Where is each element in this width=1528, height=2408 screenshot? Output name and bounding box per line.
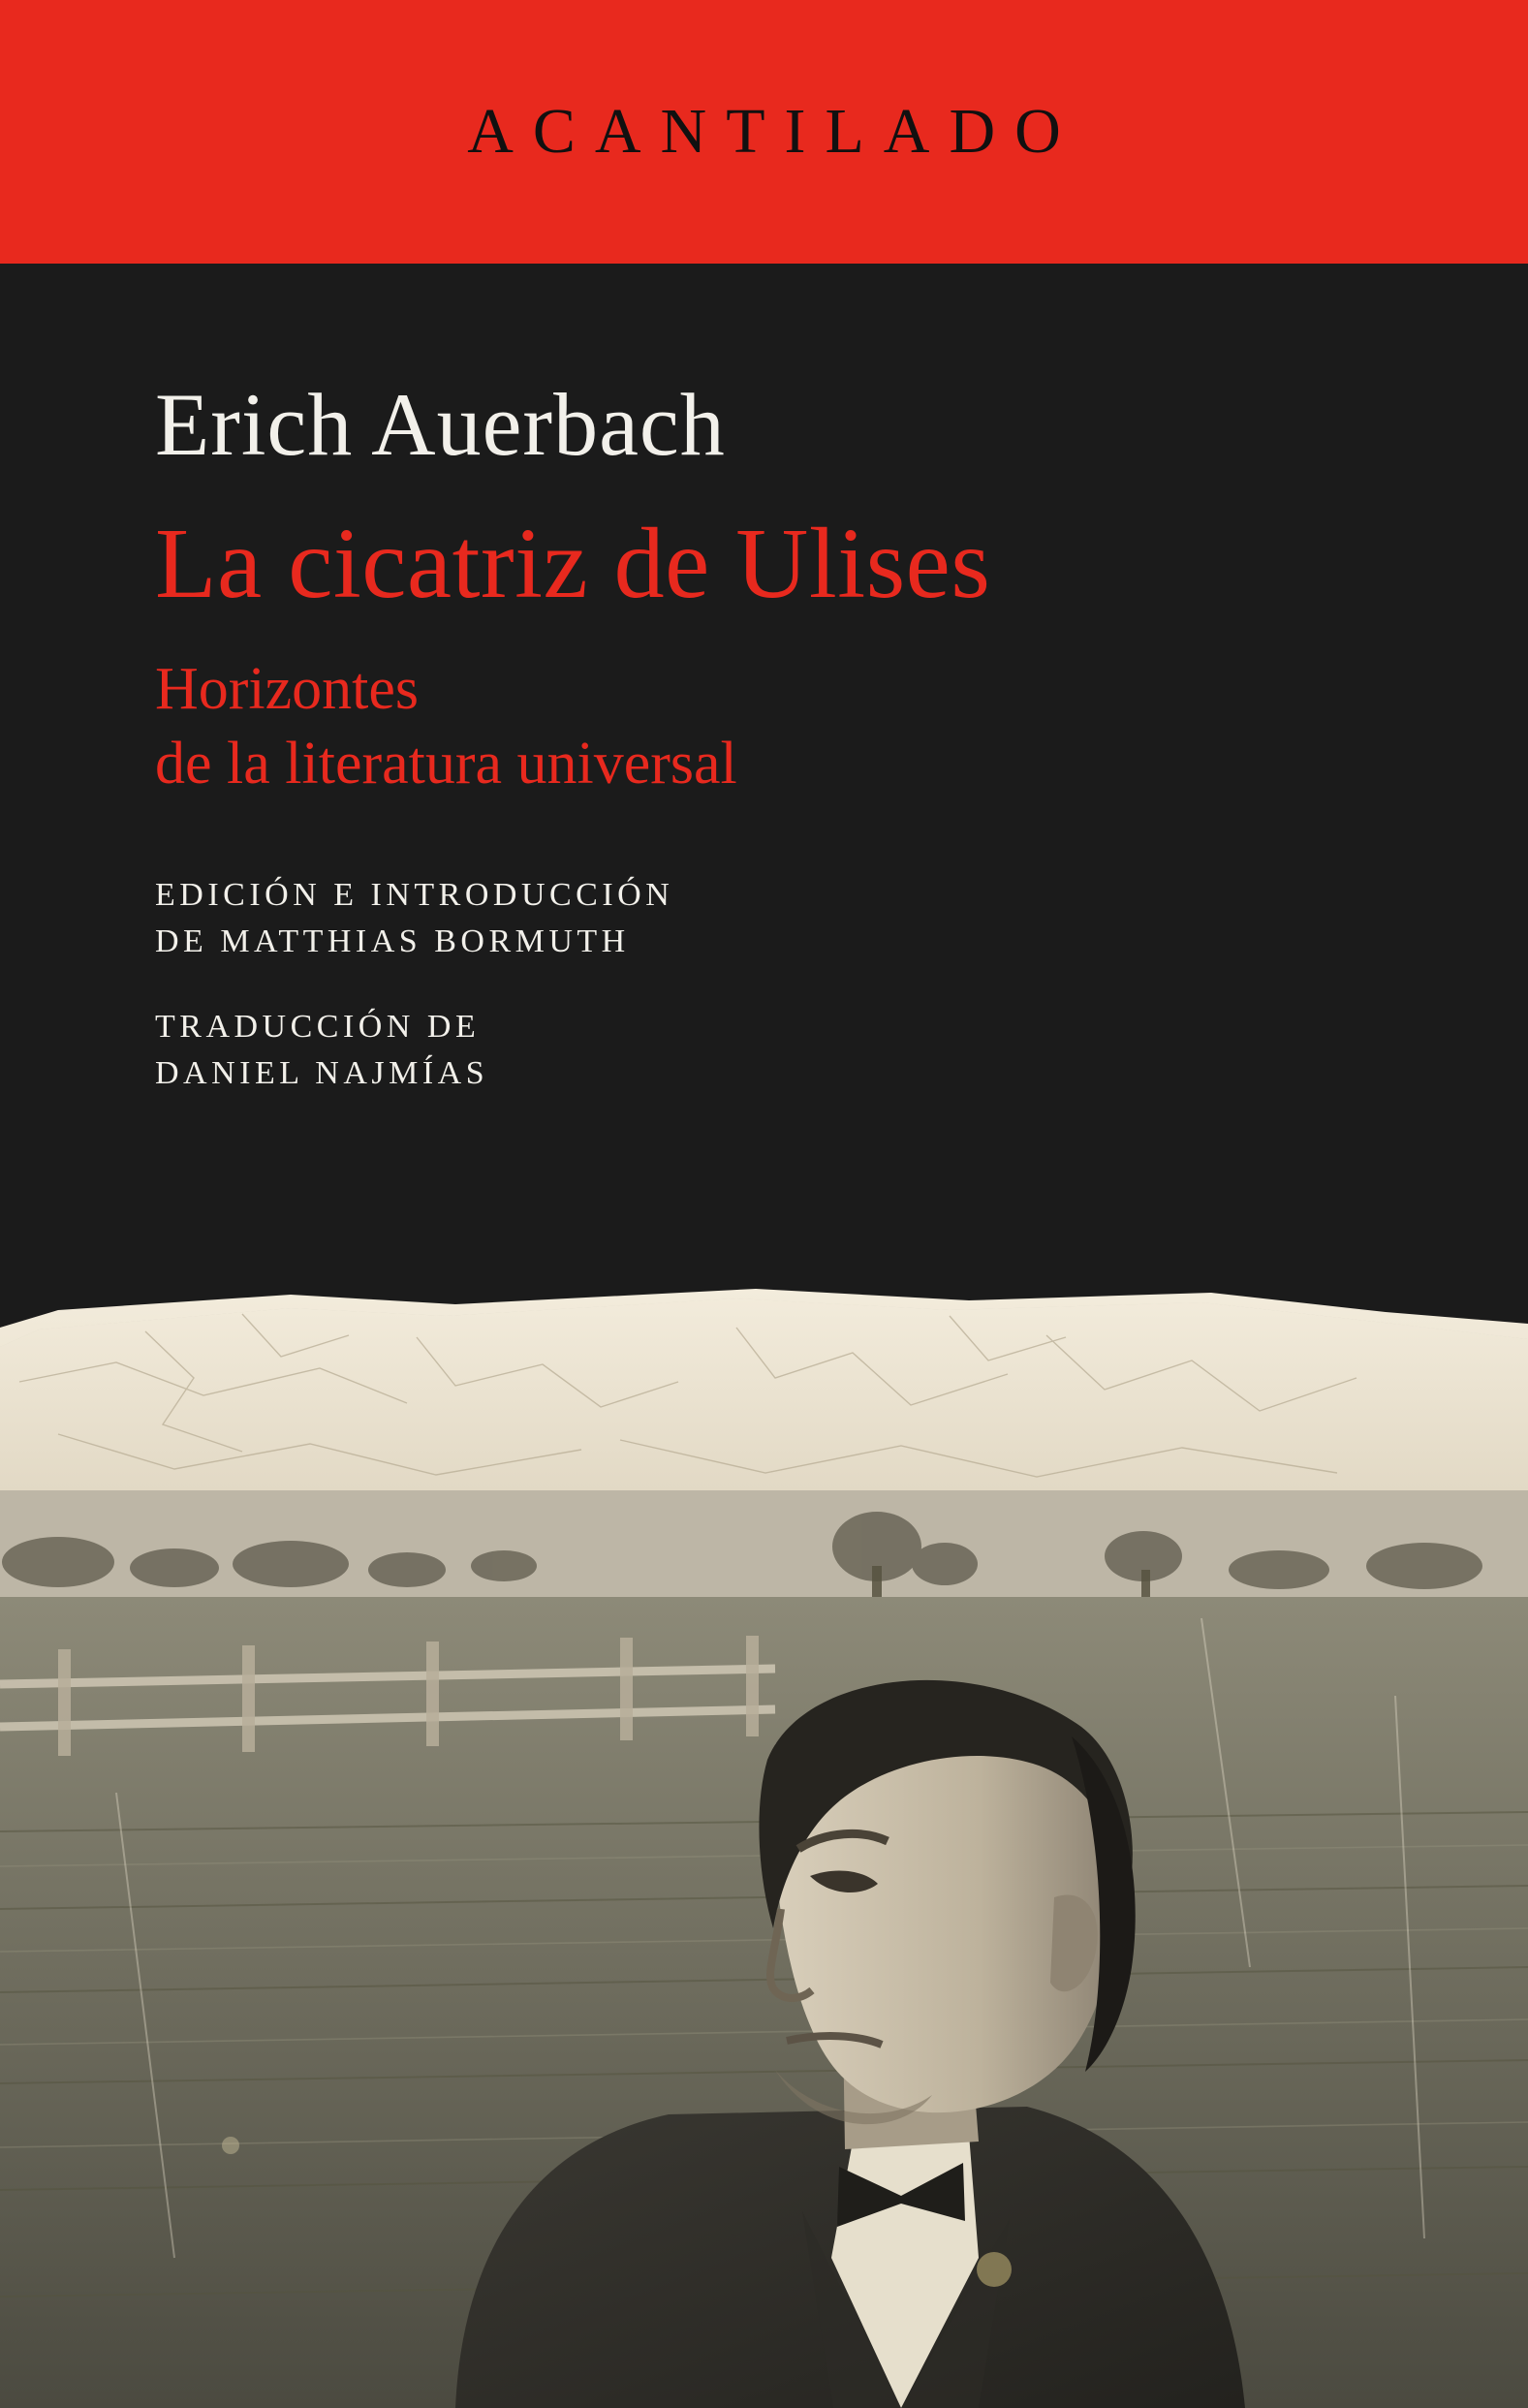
translation-credit-line-1: TRADUCCIÓN DE [155,1009,481,1046]
translation-credit-line-2: DANIEL NAJMÍAS [155,1055,489,1092]
author-name: Erich Auerbach [155,375,726,474]
cover-photograph [0,1289,1528,2408]
edition-credit [155,872,1395,966]
photograph-illustration [0,1289,1528,2408]
subtitle-line-2: de la literatura universal [155,731,737,797]
publisher-name: ACANTILADO [467,96,1080,167]
edition-credit-line-1: EDICIÓN E INTRODUCCIÓN [155,876,674,913]
publisher-band [0,0,1528,264]
edition-credit-line-2: DE MATTHIAS BORMUTH [155,923,630,959]
book-subtitle [155,652,1395,802]
translation-credit [155,1004,1395,1098]
cover-text-block [155,375,1395,1098]
subtitle-line-1: Horizontes [155,655,420,722]
book-title: La cicatriz de Ulises [155,507,991,619]
